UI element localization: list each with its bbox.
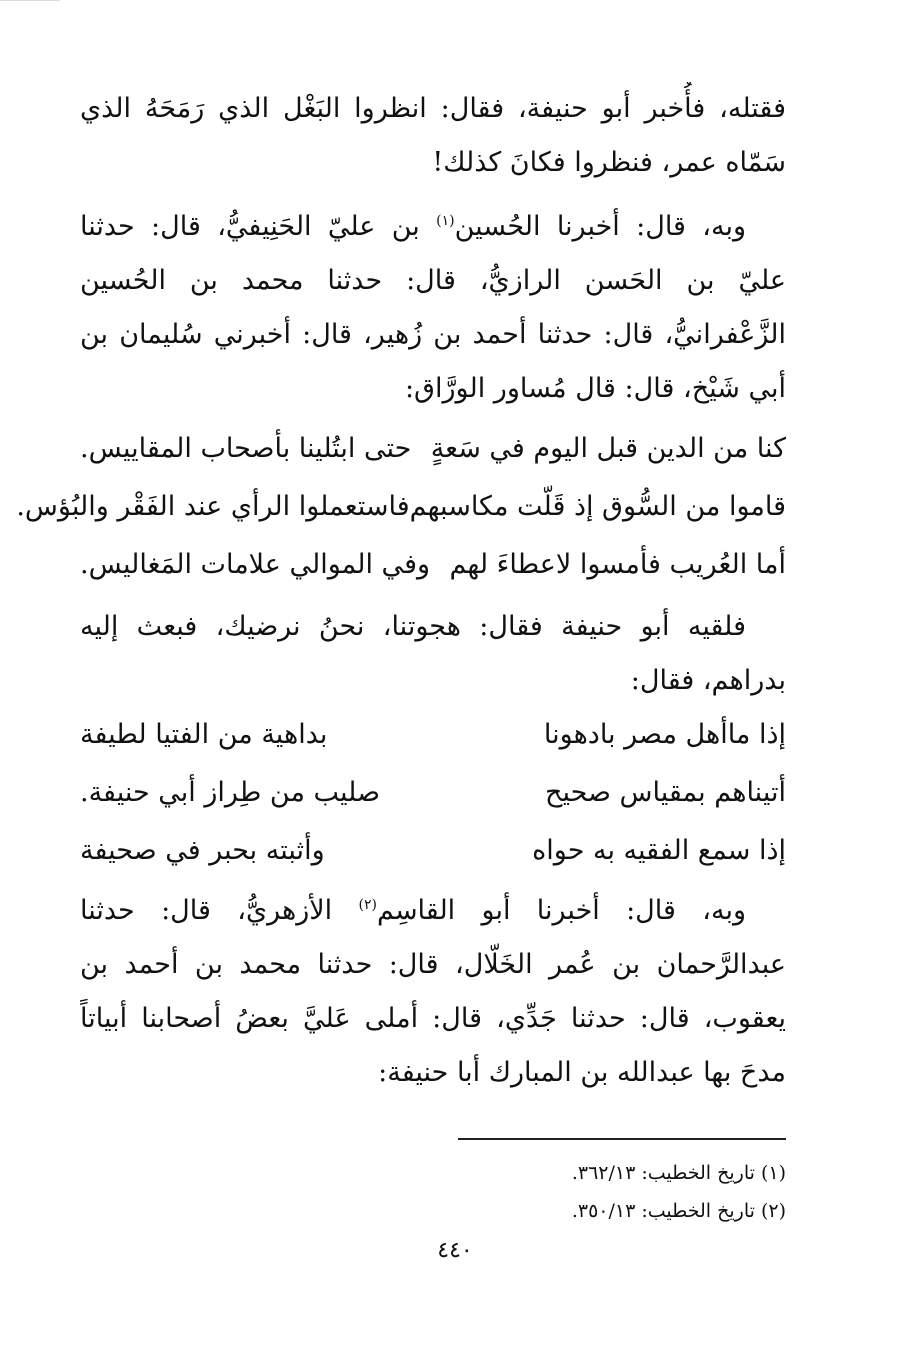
- paragraph-2: [80, 200, 786, 416]
- text-segment: وبه، قال: أخبرنا الحُسين: [454, 211, 746, 242]
- text-line: فلقيه أبو حنيفة فقال: هجوتنا، نحنُ نرضيك، فبعث إليه: [80, 611, 746, 642]
- text-line: عبدالرَّحمان بن عُمر الخَلّال، قال: حدثنا محمد بن أحمد بن: [80, 949, 786, 980]
- footnote-separator: [458, 1138, 786, 1140]
- hemistich-first: إذا سمع الفقيه به حواه: [532, 835, 786, 866]
- text-segment: بن عليّ الحَنِيفيُّ، قال: حدثنا: [80, 211, 437, 242]
- poem-1: [16, 420, 786, 594]
- hemistich-first: إذا ماأهل مصر بادهونا: [543, 719, 786, 750]
- hemistich-first: أما العُريب فأمسوا لاعطاءَ لهم: [449, 549, 786, 580]
- hemistich-first: كنا من الدين قبل اليوم في سَعةٍ: [430, 433, 786, 464]
- text-line: مدحَ بها عبدالله بن المبارك أبا حنيفة:: [378, 1057, 786, 1088]
- verse: [80, 706, 786, 764]
- hemistich-second: فاستعملوا الرأي عند الفَقْر والبُؤس.: [16, 491, 410, 522]
- footnote-ref[interactable]: (٢): [358, 897, 377, 913]
- text-line: الزَّعْفرانيُّ، قال: حدثنا أحمد بن زُهير، قال: أخبرني سُليمان بن: [80, 319, 786, 350]
- footnote-ref[interactable]: (١): [436, 213, 455, 229]
- hemistich-second: بداهية من الفتيا لطيفة: [80, 719, 328, 750]
- hemistich-second: وفي الموالي علامات المَغاليس.: [80, 549, 431, 580]
- poem-2: [80, 706, 786, 880]
- hemistich-second: حتى ابتُلينا بأصحاب المقاييس.: [80, 433, 412, 464]
- text-line: أبي شَيْخ، قال: قال مُساور الورَّاق:: [404, 373, 786, 404]
- paragraph-3: [80, 600, 786, 708]
- hemistich-second: صليب من طِراز أبي حنيفة.: [80, 777, 381, 808]
- text-line: فقتله، فأُخبر أبو حنيفة، فقال: انظروا البَغْل الذي رَمَحَهُ الذي: [80, 93, 786, 124]
- paragraph-4: [80, 884, 786, 1100]
- verse: [80, 420, 786, 478]
- corner-mark: [0, 0, 60, 41]
- verse: [16, 478, 786, 536]
- text-segment: وبه، قال: أخبرنا أبو القاسِم: [376, 895, 746, 926]
- footnote-1: (١) تاريخ الخطيب: ٣٦٢/١٣.: [571, 1162, 786, 1184]
- paragraph-1: [80, 82, 786, 190]
- text-line: [80, 200, 786, 254]
- hemistich-second: وأثبته بحبر في صحيفة: [80, 835, 325, 866]
- hemistich-first: قاموا من السُّوق إذ قَلّت مكاسبهم: [409, 491, 786, 522]
- verse: [80, 536, 786, 594]
- text-line: بدراهم، فقال:: [630, 665, 786, 696]
- text-line: عليّ بن الحَسن الرازيُّ، قال: حدثنا محمد بن الحُسين: [80, 265, 786, 296]
- hemistich-first: أتيناهم بمقياس صحيح: [545, 777, 786, 808]
- page-number: ٤٤٠: [437, 1238, 473, 1263]
- text-line: [80, 884, 786, 938]
- footnote-2: (٢) تاريخ الخطيب: ٣٥٠/١٣.: [571, 1200, 786, 1222]
- text-line: يعقوب، قال: حدثنا جَدِّي، قال: أملى عَليَّ بعضُ أصحابنا أبياتاً: [80, 1003, 786, 1034]
- text-segment: الأزهريُّ، قال: حدثنا: [80, 895, 359, 926]
- verse: [80, 764, 786, 822]
- verse: [80, 822, 786, 880]
- text-line: سَمّاه عمر، فنظروا فكانَ كذلك!: [432, 147, 786, 178]
